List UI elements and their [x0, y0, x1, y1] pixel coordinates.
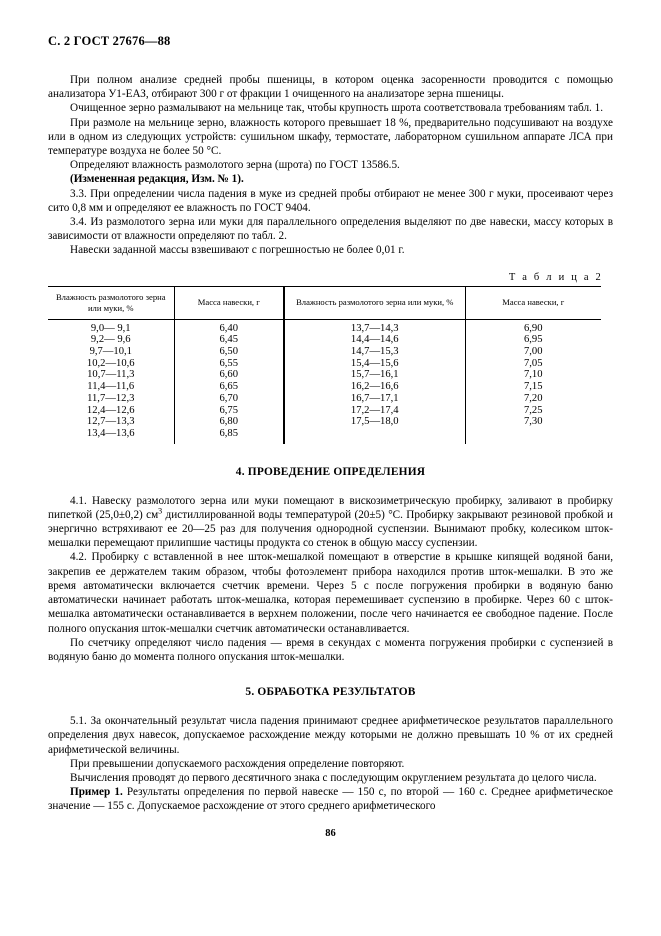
page-number: 86	[325, 828, 336, 839]
cell-mass-2: 7,15	[465, 381, 601, 393]
cell-mass-2: 7,25	[465, 405, 601, 417]
paragraph-8: Навески заданной массы взвешивают с погрешностью не более 0,01 г.	[70, 244, 405, 257]
cell-moisture-2: 13,7—14,3	[284, 319, 465, 334]
cell-mass-1: 6,70	[174, 393, 284, 405]
cell-mass-1: 6,65	[174, 381, 284, 393]
column-header-mass-2: Масса навески, г	[465, 286, 601, 319]
cell-mass-1: 6,85	[174, 428, 284, 444]
cell-moisture-1: 13,4—13,6	[86, 427, 135, 439]
clause-4-1-text-b: дистиллированной воды температурой (20±5) °С. Пробирку закрывают резиновой пробкой и энергично встряхивают ее 20—25 раз для получения однородной суспензии. Вынимают пробку, колесиком шток-мешалки перемещают прилипшие частицы продукта со стенок в общую массу суспензии.	[48, 508, 613, 550]
cell-moisture-1: 12,4—12,6	[86, 404, 135, 416]
cell-moisture-2: 15,4—15,6	[284, 358, 465, 370]
paragraph-4: Определяют влажность размолотого зерна (шрота) по ГОСТ 13586.5.	[70, 159, 400, 172]
column-header-mass-1: Масса навески, г	[174, 286, 284, 319]
column-header-moisture-2: Влажность размолотого зерна или муки, %	[284, 286, 465, 319]
clause-5-1-note: При превышении допускаемого расхождения определение повторяют.	[70, 757, 405, 770]
clause-4-3: По счетчику определяют число падения — время в секундах с момента погружения пробирки с суспензией в водяную баню до момента полного опускания шток-мешалки.	[48, 636, 613, 663]
clause-5-1: 5.1. За окончательный результат числа падения принимают среднее арифметическое результатов параллельного определения двух навесок, допускаемое расхождение между которыми не должно превышать 10 % от их средней арифметической величины.	[48, 715, 613, 756]
cell-moisture-1: 9,7—10,1	[89, 346, 132, 358]
example-1	[48, 785, 613, 813]
cell-mass-2: 7,30	[465, 416, 601, 428]
cell-mass-1: 6,45	[174, 334, 284, 346]
cell-moisture-1: 10,7—11,3	[87, 369, 135, 381]
table-row	[48, 334, 601, 346]
cubic-exponent: 3	[158, 506, 163, 516]
column-header-moisture-1: Влажность размолотого зерна или муки, %	[48, 286, 174, 319]
table-row	[48, 358, 601, 370]
table-caption: Т а б л и ц а 2	[508, 271, 603, 283]
paragraph-2: Очищенное зерно размалывают на мельнице так, чтобы крупность шрота соответствовала требованиям табл. 1.	[70, 102, 604, 115]
cell-mass-1: 6,60	[174, 369, 284, 381]
example-label: Пример 1.	[70, 786, 123, 799]
cell-moisture-2: 16,2—16,6	[284, 381, 465, 393]
revision-note: (Измененная редакция, Изм. № 1).	[70, 173, 244, 186]
cell-mass-2: 7,00	[465, 346, 601, 358]
cell-moisture-1: 12,7—13,3	[86, 416, 135, 428]
table-row	[48, 428, 601, 444]
cell-moisture-1: 9,2— 9,6	[90, 334, 131, 346]
table-row	[48, 319, 601, 334]
table-row	[48, 405, 601, 417]
cell-mass-1: 6,40	[174, 319, 284, 334]
example-text: Результаты определения по первой навеске — 150 с, по второй — 160 с. Среднее арифметическое значение — 155 с. Допускаемое расхождение от этого среднего арифметического	[48, 786, 614, 813]
cell-moisture-2: 14,4—14,6	[284, 334, 465, 346]
clause-4-2: 4.2. Пробирку с вставленной в нее шток-мешалкой помещают в отверстие в крышке кипящей водяной бани, закрепив ее держателем таким образом, чтобы фотоэлемент прибора находился против шток-мешалки. В это же время автоматически включается счетчик времени. Через 5 с после погружения пробирки в водяную баню автоматически начинает работать шток-мешалка, которая перемешивает суспензию в пробирке. Через 60 с шток-мешалка автоматически останавливается в верхнем положении, после чего начинается ее свободное падение. После полного опускания шток-мешалки счетчик автоматически останавливается.	[48, 551, 613, 635]
table-row	[48, 346, 601, 358]
table-row	[48, 416, 601, 428]
cell-moisture-2: 17,5—18,0	[284, 416, 465, 428]
cell-mass-2: 7,05	[465, 358, 601, 370]
table-row	[48, 369, 601, 381]
section-heading-4: 4. ПРОВЕДЕНИЕ ОПРЕДЕЛЕНИЯ	[235, 465, 426, 478]
cell-moisture-2	[284, 428, 465, 444]
clause-5-1-rounding: Вычисления проводят до первого десятичного знака с последующим округлением результата до целого числа.	[70, 771, 597, 784]
cell-mass-2: 6,95	[465, 334, 601, 346]
cell-mass-2: 6,90	[465, 319, 601, 334]
table-body	[48, 319, 601, 444]
page-content	[48, 34, 613, 814]
cell-moisture-1: 11,4—11,6	[87, 381, 135, 393]
paragraph-3: При размоле на мельнице зерно, влажность которого превышает 18 %, предварительно подсушивают на воздухе или в одном из следующих устройств: сушильном шкафу, термостате, лабораторном сушильном аппарате ЛСА при температуре воздуха не более 50 °С.	[48, 116, 613, 158]
cell-mass-1: 6,50	[174, 346, 284, 358]
cell-mass-2: 7,10	[465, 369, 601, 381]
cell-mass-1: 6,75	[174, 405, 284, 417]
clause-4-1	[48, 494, 613, 551]
section-heading-5: 5. ОБРАБОТКА РЕЗУЛЬТАТОВ	[245, 686, 416, 699]
paragraph-1: При полном анализе средней пробы пшеницы, в котором оценка засоренности проводится с помощью анализатора У1-ЕАЗ, отбирают 300 г от фракции 1 очищенного на анализаторе зерна пшеницы.	[48, 74, 613, 101]
clause-4-1-text-a: 4.1. Навеску размолотого зерна или муки помещают в вискозиметрическую пробирку, заливают в пробирку пипеткой (25,0±0,2) см	[48, 494, 613, 521]
cell-mass-2: 7,20	[465, 393, 601, 405]
cell-moisture-2: 15,7—16,1	[284, 369, 465, 381]
cell-mass-2	[465, 428, 601, 444]
cell-moisture-2: 17,2—17,4	[284, 405, 465, 417]
cell-moisture-2: 14,7—15,3	[284, 346, 465, 358]
table-header-row	[48, 286, 601, 319]
cell-moisture-1: 9,0— 9,1	[90, 322, 131, 334]
cell-mass-1: 6,55	[174, 358, 284, 370]
table-row	[48, 393, 601, 405]
clause-3-3: 3.3. При определении числа падения в муке из средней пробы отбирают не менее 300 г муки, просеивают через сито 0,8 мм и определяют ее влажность по ГОСТ 9404.	[48, 187, 613, 214]
running-head: С. 2 ГОСТ 27676—88	[48, 34, 171, 48]
cell-mass-1: 6,80	[174, 416, 284, 428]
cell-moisture-1: 11,7—12,3	[87, 392, 135, 404]
cell-moisture-2: 16,7—17,1	[284, 393, 465, 405]
cell-moisture-1: 10,2—10,6	[86, 357, 135, 369]
clause-3-4: 3.4. Из размолотого зерна или муки для параллельного определения выделяют по две навески, массу которых в зависимости от влажности определяют по табл. 2.	[48, 216, 613, 243]
table-moisture-sample-mass	[48, 286, 601, 444]
table-row	[48, 381, 601, 393]
